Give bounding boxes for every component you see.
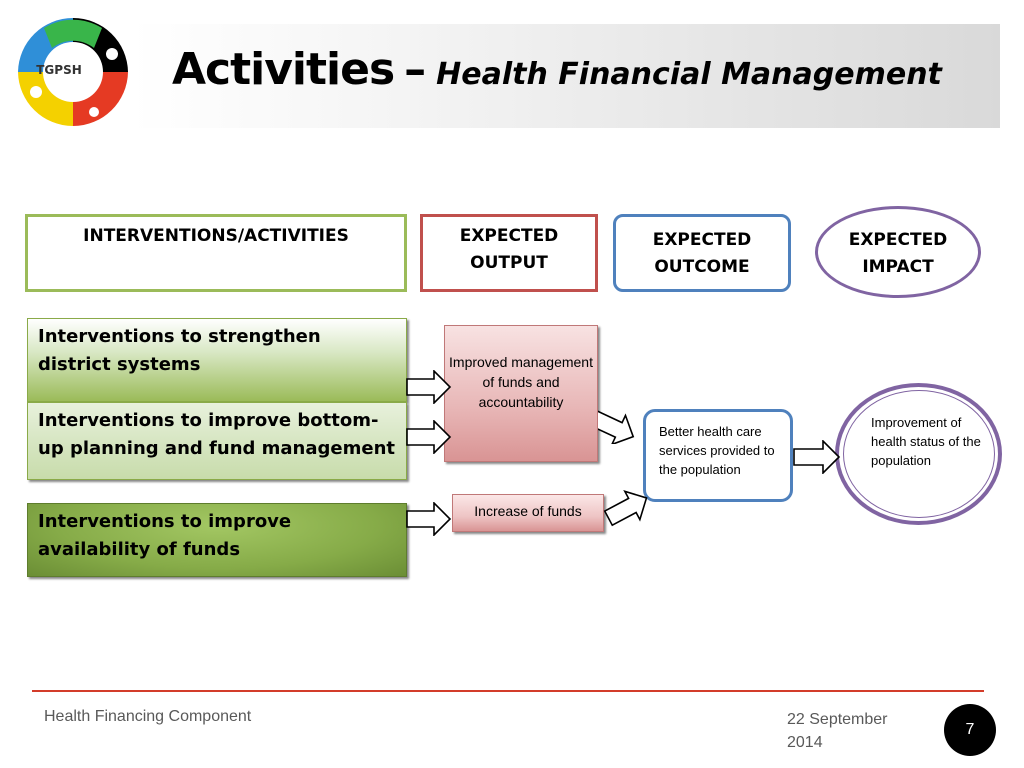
- arrow-outcome-to-impact: [793, 440, 841, 474]
- impact-improvement-health-status: Improvement of health status of the population: [843, 390, 995, 518]
- page-number: 7: [944, 704, 996, 756]
- page-title: [172, 44, 942, 104]
- header-output: EXPECTED OUTPUT: [420, 214, 598, 292]
- footer-component-name: Health Financing Component: [44, 708, 252, 725]
- arrow-activity1-to-output: [406, 370, 452, 404]
- footer-divider: [32, 690, 984, 692]
- footer-date: 22 September 2014: [787, 711, 888, 751]
- logo-text: TGPSH: [36, 63, 82, 77]
- header-outcome: EXPECTED OUTCOME: [613, 214, 791, 292]
- arrow-output2-to-outcome: [598, 478, 648, 528]
- activity-availability-of-funds: Interventions to improve availability of funds: [27, 503, 407, 577]
- output-improved-management: Improved management of funds and accountability: [444, 325, 598, 462]
- activity-strengthen-district-systems: Interventions to strengthen district systems: [27, 318, 407, 402]
- output-increase-of-funds: Increase of funds: [452, 494, 604, 532]
- header-impact: EXPECTED IMPACT: [815, 206, 981, 298]
- arrow-activity2-to-output: [406, 420, 452, 454]
- activity-bottom-up-planning: Interventions to improve bottom-up planning and fund management: [27, 402, 407, 480]
- title-dash: –: [404, 44, 427, 95]
- title-main: Activities: [172, 44, 395, 95]
- header-activities: INTERVENTIONS/ACTIVITIES: [25, 214, 407, 292]
- outcome-better-health-care: Better health care services provided to the population: [643, 409, 793, 502]
- title-subtitle: Health Financial Management: [436, 57, 942, 92]
- arrow-activity3-to-output: [406, 502, 452, 536]
- arrow-output1-to-outcome: [598, 394, 648, 444]
